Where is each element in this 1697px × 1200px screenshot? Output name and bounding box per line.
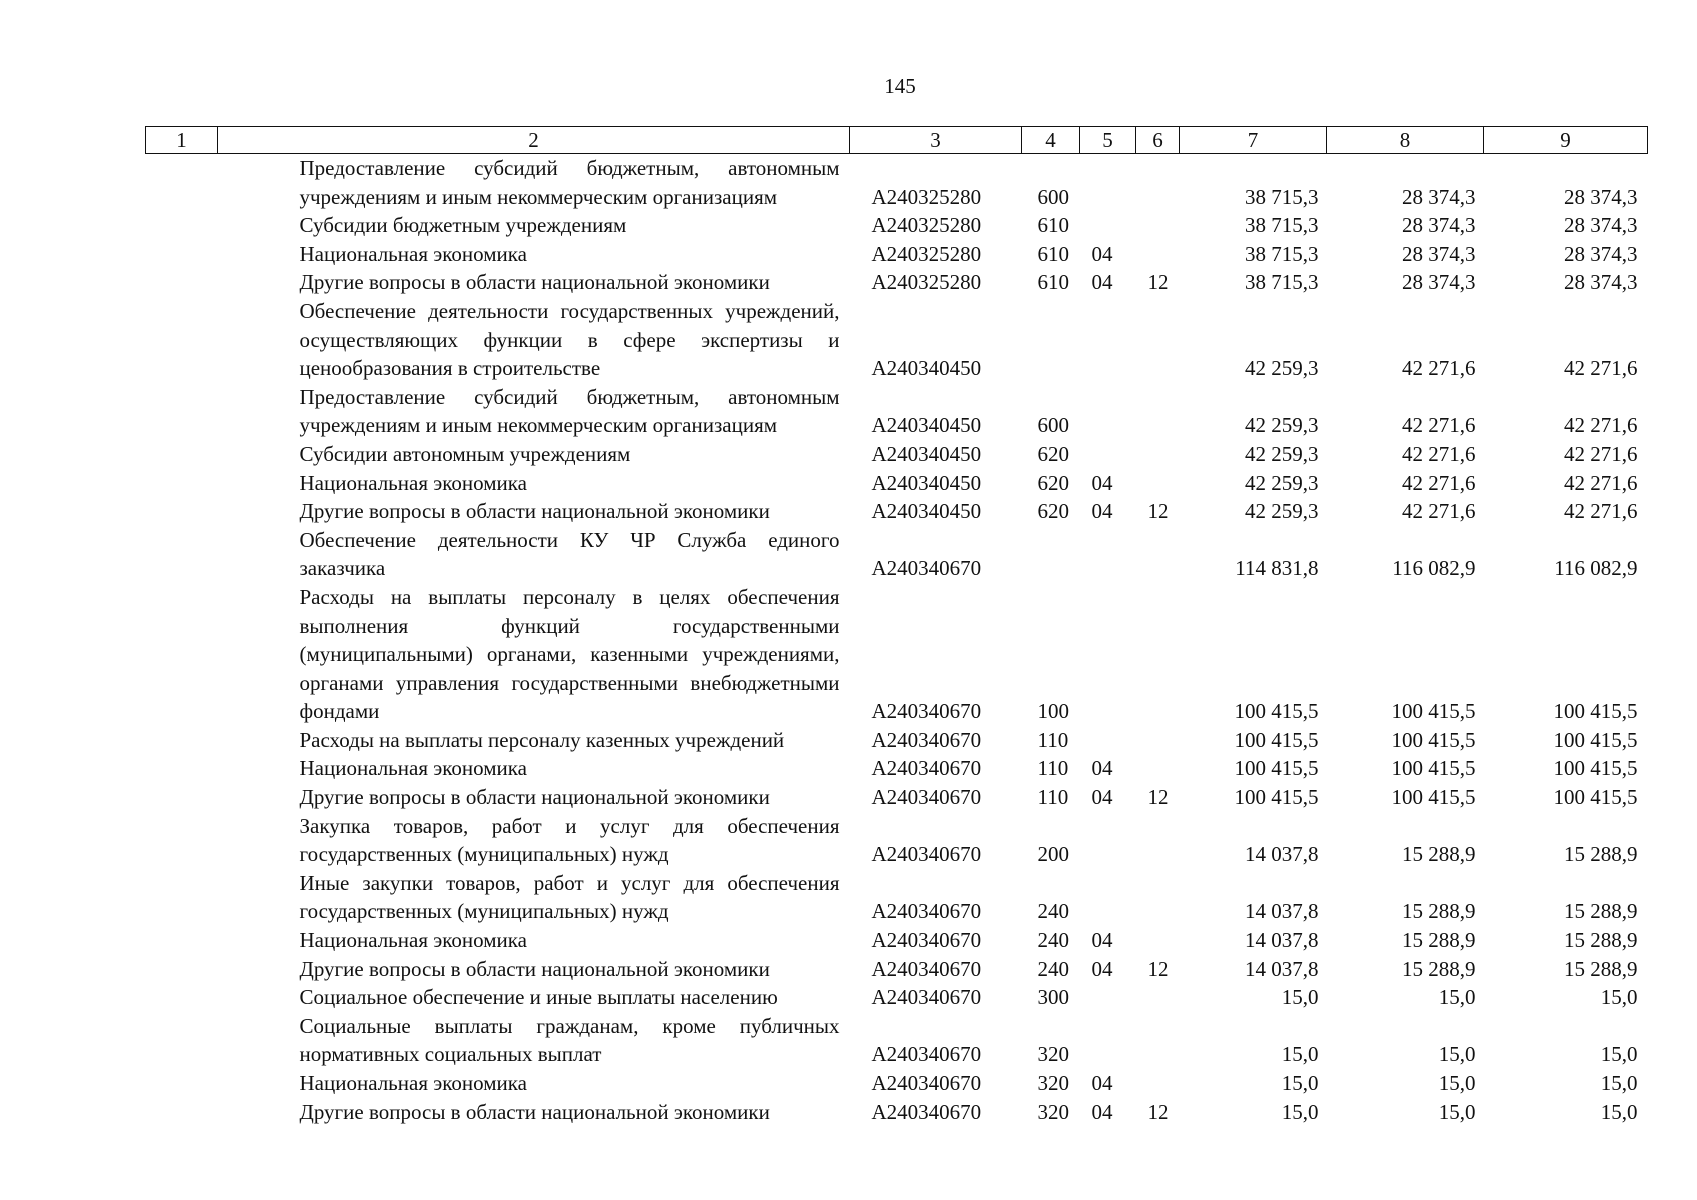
cell-amount-7: 114 831,8: [1235, 556, 1319, 581]
cell-index: [146, 812, 218, 869]
header-col-4: 4: [1022, 127, 1080, 154]
cell-subsection: [1136, 383, 1180, 440]
cell-amount-8: 28 374,3: [1402, 270, 1476, 295]
cell-expense-type: 240: [1037, 928, 1069, 953]
cell-name: Национальная экономика: [299, 756, 527, 781]
cell-subsection: [1136, 812, 1180, 869]
cell-subsection: [1136, 297, 1180, 383]
cell-index: [146, 154, 218, 212]
cell-section: 04: [1091, 756, 1113, 781]
table-row: [146, 297, 1648, 383]
table-row: [146, 1098, 1648, 1127]
cell-target-article: А240325280: [871, 241, 982, 266]
cell-expense-type: 600: [1037, 413, 1069, 438]
cell-subsection: [1136, 440, 1180, 469]
cell-index: [146, 783, 218, 812]
cell-amount-9: 42 271,6: [1564, 499, 1638, 524]
cell-amount-9: 15 288,9: [1564, 899, 1638, 924]
cell-index: [146, 440, 218, 469]
cell-section: [1080, 526, 1136, 583]
cell-amount-9: 100 415,5: [1553, 756, 1638, 781]
header-col-1: 1: [146, 127, 218, 154]
cell-name: Обеспечение деятельности государственных учреждений, осуществляющих функции в сфере экспертизы и ценообразования в строительстве: [299, 298, 840, 381]
table-row: [146, 526, 1648, 583]
cell-index: [146, 268, 218, 297]
cell-amount-7: 14 037,8: [1245, 899, 1319, 924]
cell-subsection: 12: [1147, 270, 1169, 295]
cell-amount-9: 100 415,5: [1553, 727, 1638, 752]
cell-name: Другие вопросы в области национальной экономики: [299, 499, 770, 524]
cell-amount-8: 100 415,5: [1391, 785, 1476, 810]
cell-amount-8: 15 288,9: [1402, 842, 1476, 867]
cell-index: [146, 1098, 218, 1127]
cell-section: [1080, 297, 1136, 383]
cell-section: 04: [1091, 956, 1113, 981]
cell-amount-8: 42 271,6: [1402, 470, 1476, 495]
cell-target-article: А240340670: [871, 1071, 982, 1095]
cell-index: [146, 211, 218, 240]
cell-name: Национальная экономика: [299, 241, 527, 266]
cell-section: 04: [1091, 928, 1113, 953]
cell-subsection: [1136, 469, 1180, 498]
cell-amount-9: 42 271,6: [1564, 356, 1638, 381]
cell-target-article: А240325280: [871, 213, 982, 238]
cell-amount-8: 15 288,9: [1402, 928, 1476, 953]
cell-amount-9: 15,0: [1600, 985, 1638, 1010]
cell-section: [1080, 211, 1136, 240]
cell-section: 04: [1091, 470, 1113, 495]
table-row: [146, 869, 1648, 926]
cell-section: [1080, 1012, 1136, 1069]
table-row: [146, 469, 1648, 498]
cell-amount-8: 42 271,6: [1402, 413, 1476, 438]
cell-subsection: 12: [1147, 785, 1169, 810]
cell-target-article: А240340670: [871, 842, 982, 867]
cell-name: Другие вопросы в области национальной экономики: [299, 785, 770, 810]
cell-expense-type: 610: [1037, 241, 1069, 266]
cell-section: [1080, 812, 1136, 869]
cell-expense-type: 600: [1037, 184, 1069, 209]
header-row: [146, 127, 1648, 154]
table-row: [146, 154, 1648, 212]
cell-section: [1080, 154, 1136, 212]
table-row: [146, 497, 1648, 526]
cell-amount-9: 42 271,6: [1564, 470, 1638, 495]
cell-name: Субсидии автономным учреждениям: [299, 441, 631, 466]
cell-target-article: А240325280: [871, 184, 982, 209]
cell-index: [146, 869, 218, 926]
cell-amount-7: 100 415,5: [1234, 756, 1319, 781]
cell-index: [146, 955, 218, 984]
cell-amount-8: 28 374,3: [1402, 184, 1476, 209]
table-header: [146, 127, 1648, 154]
cell-amount-7: 15,0: [1281, 1042, 1319, 1067]
cell-amount-7: 15,0: [1281, 1099, 1319, 1124]
cell-expense-type: 610: [1037, 270, 1069, 295]
table-row: [146, 754, 1648, 783]
cell-amount-9: 28 374,3: [1564, 213, 1638, 238]
table-row: [146, 240, 1648, 269]
cell-amount-8: 100 415,5: [1391, 699, 1476, 724]
cell-name: Обеспечение деятельности КУ ЧР Служба единого заказчика: [299, 527, 840, 581]
cell-subsection: [1136, 1069, 1180, 1098]
cell-index: [146, 583, 218, 726]
cell-target-article: А240325280: [871, 270, 982, 295]
cell-section: [1080, 440, 1136, 469]
cell-amount-8: 15 288,9: [1402, 956, 1476, 981]
cell-amount-7: 100 415,5: [1234, 699, 1319, 724]
cell-expense-type: 320: [1037, 1071, 1069, 1095]
cell-amount-8: 15,0: [1438, 1099, 1476, 1124]
cell-section: [1080, 983, 1136, 1012]
cell-subsection: [1136, 211, 1180, 240]
cell-amount-7: 14 037,8: [1245, 842, 1319, 867]
cell-amount-9: 100 415,5: [1553, 785, 1638, 810]
cell-index: [146, 526, 218, 583]
cell-target-article: А240340450: [871, 499, 982, 524]
cell-expense-type: 200: [1037, 842, 1069, 867]
cell-target-article: А240340670: [871, 756, 982, 781]
cell-index: [146, 497, 218, 526]
cell-section: [1080, 869, 1136, 926]
cell-expense-type: 240: [1037, 899, 1069, 924]
cell-target-article: А240340670: [871, 928, 982, 953]
cell-target-article: А240340670: [871, 785, 982, 810]
table-row: [146, 211, 1648, 240]
cell-expense-type: 320: [1037, 1099, 1069, 1124]
cell-subsection: [1136, 726, 1180, 755]
header-col-5: 5: [1080, 127, 1136, 154]
cell-target-article: А240340670: [871, 699, 982, 724]
cell-amount-8: 28 374,3: [1402, 241, 1476, 266]
cell-index: [146, 754, 218, 783]
cell-subsection: [1136, 154, 1180, 212]
cell-amount-7: 100 415,5: [1234, 727, 1319, 752]
cell-amount-8: 15,0: [1438, 985, 1476, 1010]
cell-amount-7: 100 415,5: [1234, 785, 1319, 810]
cell-amount-9: 15 288,9: [1564, 842, 1638, 867]
header-col-2: 2: [218, 127, 850, 154]
cell-amount-8: 100 415,5: [1391, 756, 1476, 781]
cell-target-article: А240340670: [871, 727, 982, 752]
table-row: [146, 783, 1648, 812]
cell-amount-9: 15,0: [1600, 1071, 1638, 1095]
cell-subsection: [1136, 583, 1180, 726]
cell-index: [146, 926, 218, 955]
cell-name: Предоставление субсидий бюджетным, автономным учреждениям и иным некоммерческим организациям: [299, 156, 840, 209]
page-number: 145: [884, 74, 916, 98]
cell-amount-9: 42 271,6: [1564, 413, 1638, 438]
cell-name: Социальные выплаты гражданам, кроме публичных нормативных социальных выплат: [299, 1013, 840, 1067]
table-row: [146, 583, 1648, 726]
cell-name: Другие вопросы в области национальной экономики: [299, 956, 770, 981]
cell-amount-8: 28 374,3: [1402, 213, 1476, 238]
cell-name: Национальная экономика: [299, 928, 527, 953]
cell-amount-8: 15 288,9: [1402, 899, 1476, 924]
table-body: [146, 154, 1648, 1127]
cell-subsection: 12: [1147, 499, 1169, 524]
cell-section: 04: [1091, 1071, 1113, 1095]
cell-name: Национальная экономика: [299, 1071, 527, 1095]
cell-amount-9: 15,0: [1600, 1099, 1638, 1124]
cell-amount-7: 42 259,3: [1245, 470, 1319, 495]
cell-name: Расходы на выплаты персоналу в целях обеспечения выполнения функций государственными (муниципальными) органами, казенными учреждениями, органами управления государственными внебюджетными фондами: [299, 584, 840, 724]
cell-section: [1080, 726, 1136, 755]
cell-index: [146, 1069, 218, 1098]
cell-amount-7: 42 259,3: [1245, 356, 1319, 381]
cell-amount-7: 38 715,3: [1245, 241, 1319, 266]
cell-index: [146, 240, 218, 269]
cell-amount-8: 42 271,6: [1402, 356, 1476, 381]
cell-name: Национальная экономика: [299, 470, 527, 495]
header-col-6: 6: [1136, 127, 1180, 154]
cell-amount-7: 14 037,8: [1245, 956, 1319, 981]
cell-target-article: А240340670: [871, 1099, 982, 1124]
cell-amount-7: 15,0: [1281, 985, 1319, 1010]
cell-expense-type: 110: [1037, 785, 1069, 810]
cell-amount-9: 28 374,3: [1564, 241, 1638, 266]
header-col-9: 9: [1484, 127, 1648, 154]
cell-amount-9: 116 082,9: [1554, 556, 1638, 581]
cell-amount-8: 42 271,6: [1402, 499, 1476, 524]
cell-amount-9: 28 374,3: [1564, 270, 1638, 295]
cell-section: [1080, 583, 1136, 726]
cell-name: Субсидии бюджетным учреждениям: [299, 213, 627, 238]
table-row: [146, 1069, 1648, 1098]
table-row: [146, 983, 1648, 1012]
header-col-3: 3: [850, 127, 1022, 154]
cell-target-article: А240340670: [871, 985, 982, 1010]
cell-expense-type: 620: [1037, 499, 1069, 524]
cell-target-article: А240340450: [871, 413, 982, 438]
cell-expense-type: 320: [1037, 1042, 1069, 1067]
cell-name: Другие вопросы в области национальной экономики: [299, 1099, 770, 1124]
cell-index: [146, 1012, 218, 1069]
cell-section: 04: [1091, 499, 1113, 524]
cell-expense-type: 300: [1037, 985, 1069, 1010]
cell-name: Другие вопросы в области национальной экономики: [299, 270, 770, 295]
cell-expense-type: 110: [1037, 727, 1069, 752]
budget-table: [145, 126, 1648, 1126]
cell-amount-8: 15,0: [1438, 1071, 1476, 1095]
table-row: [146, 383, 1648, 440]
cell-section: 04: [1091, 785, 1113, 810]
cell-index: [146, 983, 218, 1012]
cell-expense-type: [1022, 526, 1080, 583]
cell-amount-9: 15 288,9: [1564, 956, 1638, 981]
cell-subsection: 12: [1147, 956, 1169, 981]
cell-expense-type: 620: [1037, 470, 1069, 495]
cell-index: [146, 726, 218, 755]
cell-expense-type: 110: [1037, 756, 1069, 781]
cell-section: 04: [1091, 1099, 1113, 1124]
cell-target-article: А240340450: [871, 441, 982, 466]
cell-amount-7: 38 715,3: [1245, 213, 1319, 238]
cell-amount-7: 15,0: [1281, 1071, 1319, 1095]
cell-name: Закупка товаров, работ и услуг для обеспечения государственных (муниципальных) нужд: [299, 813, 840, 867]
cell-subsection: [1136, 926, 1180, 955]
cell-name: Расходы на выплаты персоналу казенных учреждений: [299, 727, 785, 752]
cell-expense-type: 100: [1037, 699, 1069, 724]
cell-name: Социальное обеспечение и иные выплаты населению: [299, 985, 778, 1010]
cell-target-article: А240340670: [871, 956, 982, 981]
cell-subsection: [1136, 754, 1180, 783]
cell-amount-9: 15 288,9: [1564, 928, 1638, 953]
cell-subsection: 12: [1147, 1099, 1169, 1124]
cell-expense-type: 620: [1037, 441, 1069, 466]
cell-amount-7: 42 259,3: [1245, 499, 1319, 524]
table-row: [146, 440, 1648, 469]
table-row: [146, 1012, 1648, 1069]
cell-subsection: [1136, 1012, 1180, 1069]
cell-amount-8: 42 271,6: [1402, 441, 1476, 466]
table-row: [146, 268, 1648, 297]
cell-section: 04: [1091, 270, 1113, 295]
cell-name: Предоставление субсидий бюджетным, автономным учреждениям и иным некоммерческим организациям: [299, 384, 840, 438]
cell-target-article: А240340670: [871, 1042, 982, 1067]
table-row: [146, 726, 1648, 755]
cell-amount-9: 15,0: [1600, 1042, 1638, 1067]
table-row: [146, 926, 1648, 955]
cell-name: Иные закупки товаров, работ и услуг для обеспечения государственных (муниципальных) нужд: [299, 870, 840, 924]
cell-index: [146, 383, 218, 440]
table-row: [146, 812, 1648, 869]
cell-amount-8: 15,0: [1438, 1042, 1476, 1067]
cell-index: [146, 297, 218, 383]
cell-amount-9: 100 415,5: [1553, 699, 1638, 724]
cell-section: [1080, 383, 1136, 440]
cell-expense-type: [1022, 297, 1080, 383]
header-col-8: 8: [1327, 127, 1484, 154]
cell-amount-8: 116 082,9: [1392, 556, 1476, 581]
cell-subsection: [1136, 240, 1180, 269]
table-row: [146, 955, 1648, 984]
cell-target-article: А240340670: [871, 556, 982, 581]
cell-index: [146, 469, 218, 498]
cell-subsection: [1136, 983, 1180, 1012]
cell-amount-7: 42 259,3: [1245, 413, 1319, 438]
cell-target-article: А240340450: [871, 356, 982, 381]
cell-subsection: [1136, 526, 1180, 583]
cell-expense-type: 610: [1037, 213, 1069, 238]
cell-amount-7: 38 715,3: [1245, 184, 1319, 209]
cell-amount-8: 100 415,5: [1391, 727, 1476, 752]
cell-target-article: А240340670: [871, 899, 982, 924]
cell-target-article: А240340450: [871, 470, 982, 495]
cell-amount-9: 42 271,6: [1564, 441, 1638, 466]
cell-section: 04: [1091, 241, 1113, 266]
cell-expense-type: 240: [1037, 956, 1069, 981]
cell-amount-7: 42 259,3: [1245, 441, 1319, 466]
cell-amount-7: 38 715,3: [1245, 270, 1319, 295]
budget-table-container: [145, 126, 1647, 1126]
cell-amount-7: 14 037,8: [1245, 928, 1319, 953]
header-col-7: 7: [1180, 127, 1327, 154]
cell-amount-9: 28 374,3: [1564, 184, 1638, 209]
cell-subsection: [1136, 869, 1180, 926]
